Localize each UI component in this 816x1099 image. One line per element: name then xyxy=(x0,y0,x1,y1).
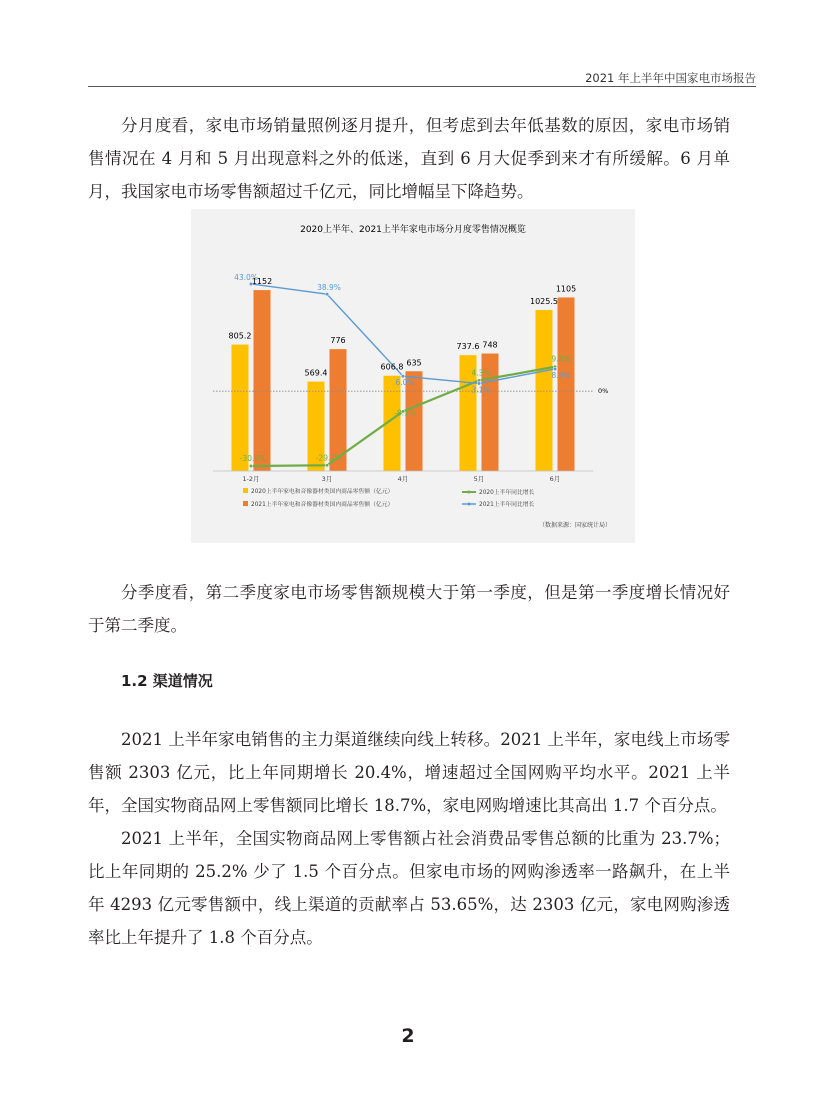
bar-value-label-2021-0: 1152 xyxy=(251,277,273,287)
x-tick-label-1: 3月 xyxy=(321,475,333,483)
growth-label-2021-2: 6.0% xyxy=(395,378,415,388)
legend-label-growth-2021: 2021上半年同比增长 xyxy=(479,502,535,508)
bar-value-label-2020-0: 805.2 xyxy=(228,331,252,341)
growth-label-2020-1: -29.7% xyxy=(315,453,343,463)
legend-swatch-bars-2020 xyxy=(243,488,248,493)
bar-value-label-2021-4: 1105 xyxy=(555,284,577,294)
growth-label-2021-4: 8.9% xyxy=(551,370,571,380)
growth-label-2020-0: -30.0% xyxy=(239,454,267,464)
bar-value-label-2020-1: 569.4 xyxy=(304,368,328,378)
running-header: 2021 年上半年中国家电市场报告 xyxy=(585,71,756,85)
bar-value-label-2021-2: 635 xyxy=(406,358,422,368)
paragraph-penetration: 2021 上半年，全国实物商品网上零售额占社会消费品零售总额的比重为 23.7%；比上年同期的 25.2% 少了 1.5 个百分点。但家电市场的网购渗透率一路飙升，在上半年 4293 亿元零售额中，线上渠道的贡献率占 53.65%，达 2303 亿元，家电网购渗透率比上年提升了 1.8 个百分点。 xyxy=(88,829,730,947)
bar-value-label-2020-3: 737.6 xyxy=(456,342,480,352)
bar-2020-4 xyxy=(536,310,553,471)
legend-label-bars-2021: 2021上半年家电和音像器材类国内商品零售额（亿元） xyxy=(251,502,394,508)
x-tick-label-4: 6月 xyxy=(549,475,561,483)
growth-point-2021-1 xyxy=(325,292,329,296)
paragraph-quarterly: 分季度看，第二季度家电市场零售额规模大于第一季度，但是第一季度增长情况好于第二季度。 xyxy=(88,583,730,635)
bar-value-label-2021-1: 776 xyxy=(330,336,346,346)
legend-marker-growth-2020 xyxy=(468,491,471,494)
legend-swatch-bars-2021 xyxy=(243,501,248,506)
legend-label-bars-2020: 2020上半年家电和音像器材类国内商品零售额（亿元） xyxy=(251,489,394,495)
growth-point-2020-1 xyxy=(325,463,329,467)
header-rule xyxy=(88,86,756,87)
zero-percent-label: 0% xyxy=(598,387,609,396)
legend-label-growth-2020: 2020上半年同比增长 xyxy=(479,490,535,496)
growth-label-2020-4: 9.8% xyxy=(551,354,571,364)
growth-label-2020-3: 4.3% xyxy=(471,368,491,378)
page-number: 2 xyxy=(401,1025,415,1047)
growth-label-2021-3: 3.1% xyxy=(471,385,491,395)
paragraph-online-channel: 2021 上半年家电销售的主力渠道继续向线上转移。2021 上半年，家电线上市场零售额 2303 亿元，比上年同期增长 20.4%，增速超过全国网购平均水平。2021 上半年，全国实物商品网上零售额同比增长 18.7%，家电网购增速比其高出 1.7 个百分点。 xyxy=(88,730,730,815)
growth-label-2020-2: -8.1% xyxy=(394,408,416,418)
bar-value-label-2020-2: 606.8 xyxy=(380,362,404,372)
section-heading: 1.2 渠道情况 xyxy=(121,672,213,690)
growth-label-2021-0: 43.0% xyxy=(234,272,258,282)
bar-value-label-2020-4: 1025.5 xyxy=(530,296,558,306)
x-tick-label-2: 4月 xyxy=(397,475,409,483)
x-tick-label-0: 1-2月 xyxy=(242,475,260,483)
chart-title: 2020上半年、2021上半年家电市场分月度零售情况概览 xyxy=(300,225,526,235)
bar-2021-0 xyxy=(254,290,271,471)
bar-2021-4 xyxy=(558,297,575,471)
bar-value-label-2021-3: 748 xyxy=(482,340,498,350)
paragraph-monthly: 分月度看，家电市场销量照例逐月提升，但考虑到去年低基数的原因，家电市场销售情况在 4 月和 5 月出现意料之外的低迷，直到 6 月大促季到来才有所缓解。6 月单月，我国家电市场零售额超过千亿元，同比增幅呈下降趋势。 xyxy=(88,116,730,201)
monthly-retail-chart xyxy=(191,209,635,543)
bar-2020-0 xyxy=(232,345,249,471)
chart-container xyxy=(191,209,635,543)
legend-marker-growth-2021 xyxy=(468,503,471,506)
x-tick-label-3: 5月 xyxy=(473,475,485,483)
source-note: （数据来源：国家统计局） xyxy=(538,522,611,529)
growth-label-2021-1: 38.9% xyxy=(317,283,341,293)
growth-point-2020-0 xyxy=(249,464,253,468)
